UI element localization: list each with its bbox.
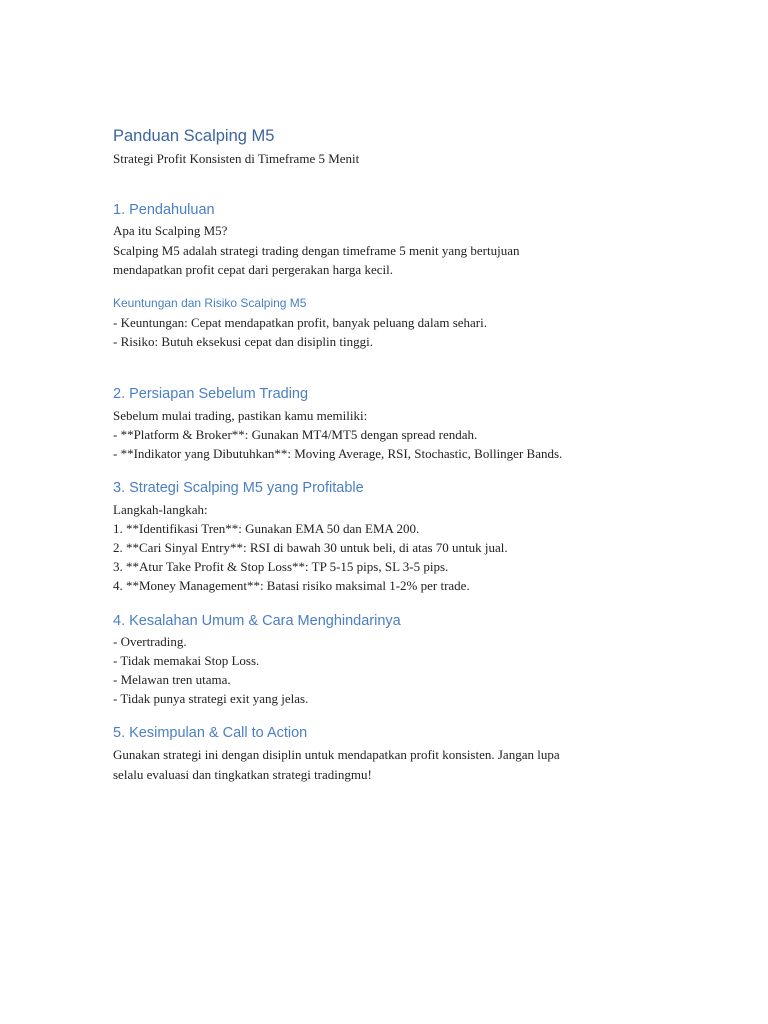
section-1-line: mendapatkan profit cepat dari pergerakan harga kecil. bbox=[113, 262, 393, 277]
section-3-line: 3. **Atur Take Profit & Stop Loss**: TP 5-15 pips, SL 3-5 pips. bbox=[113, 559, 449, 574]
section-1-line: Apa itu Scalping M5? bbox=[113, 223, 228, 238]
section-2-line: - **Platform & Broker**: Gunakan MT4/MT5 dengan spread rendah. bbox=[113, 427, 478, 442]
section-3-line: 1. **Identifikasi Tren**: Gunakan EMA 50 dan EMA 200. bbox=[113, 521, 420, 536]
section-4-heading: 4. Kesalahan Umum & Cara Menghindarinya bbox=[113, 613, 401, 629]
section-3-heading: 3. Strategi Scalping M5 yang Profitable bbox=[113, 480, 364, 496]
section-4-line: - Tidak memakai Stop Loss. bbox=[113, 653, 260, 668]
section-1-subline: - Risiko: Butuh eksekusi cepat dan disiplin tinggi. bbox=[113, 334, 373, 349]
section-3-line: Langkah-langkah: bbox=[113, 502, 208, 517]
section-4-line: - Tidak punya strategi exit yang jelas. bbox=[113, 691, 309, 706]
section-2-line: Sebelum mulai trading, pastikan kamu memiliki: bbox=[113, 408, 368, 423]
section-2-heading: 2. Persiapan Sebelum Trading bbox=[113, 386, 309, 402]
section-5-line: selalu evaluasi dan tingkatkan strategi tradingmu! bbox=[113, 767, 372, 782]
section-5-line: Gunakan strategi ini dengan disiplin untuk mendapatkan profit konsisten. Jangan lupa bbox=[113, 747, 560, 762]
section-4-line: - Overtrading. bbox=[113, 634, 187, 649]
section-3-line: 4. **Money Management**: Batasi risiko maksimal 1-2% per trade. bbox=[113, 578, 470, 593]
section-3-line: 2. **Cari Sinyal Entry**: RSI di bawah 30 untuk beli, di atas 70 untuk jual. bbox=[113, 540, 508, 555]
document-title: Panduan Scalping M5 bbox=[113, 127, 275, 145]
document-subtitle: Strategi Profit Konsisten di Timeframe 5 Menit bbox=[113, 151, 360, 166]
section-4-line: - Melawan tren utama. bbox=[113, 672, 231, 687]
section-1-line: Scalping M5 adalah strategi trading dengan timeframe 5 menit yang bertujuan bbox=[113, 243, 520, 258]
section-5-heading: 5. Kesimpulan & Call to Action bbox=[113, 725, 308, 741]
section-1-subheading: Keuntungan dan Risiko Scalping M5 bbox=[113, 296, 307, 310]
section-1-heading: 1. Pendahuluan bbox=[113, 202, 215, 218]
section-2-line: - **Indikator yang Dibutuhkan**: Moving Average, RSI, Stochastic, Bollinger Bands. bbox=[113, 446, 563, 461]
section-1-subline: - Keuntungan: Cepat mendapatkan profit, banyak peluang dalam sehari. bbox=[113, 315, 487, 330]
